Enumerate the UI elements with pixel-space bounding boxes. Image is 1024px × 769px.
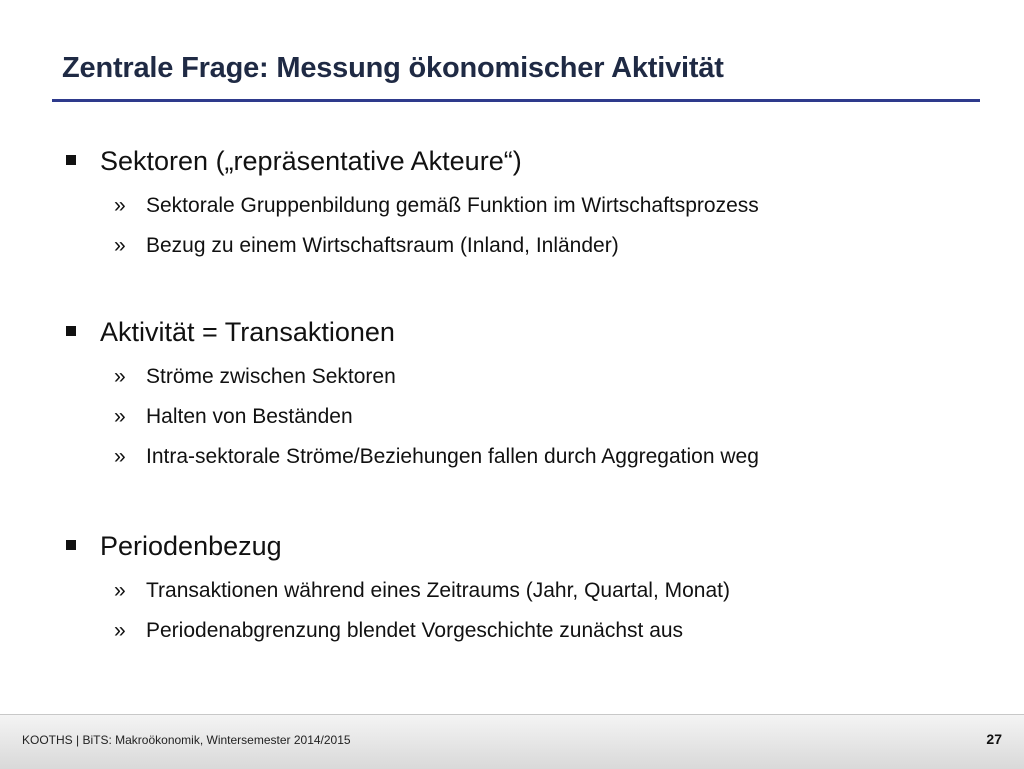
square-bullet-icon [66,155,76,165]
bullet-heading: Periodenbezug [100,531,282,561]
square-bullet-icon [66,540,76,550]
slide-title: Zentrale Frage: Messung ökonomischer Aktivität [62,52,724,84]
chevron-bullet-icon: » [114,405,126,428]
square-bullet-icon [66,326,76,336]
bullet-row [0,528,1024,564]
sub-bullet-text: Ströme zwischen Sektoren [146,365,396,388]
chevron-bullet-icon: » [114,445,126,468]
bullet-row [0,143,1024,179]
sub-bullet-row [0,231,1024,261]
bullet-heading: Sektoren („repräsentative Akteure“) [100,146,522,176]
sub-bullet-text: Transaktionen während eines Zeitraums (Jahr, Quartal, Monat) [146,579,730,602]
sub-bullet-text: Intra-sektorale Ströme/Beziehungen fallen durch Aggregation weg [146,445,759,468]
sub-bullet-text: Halten von Beständen [146,405,353,428]
sub-bullet-text: Sektorale Gruppenbildung gemäß Funktion im Wirtschaftsprozess [146,194,759,217]
sub-bullet-text: Bezug zu einem Wirtschaftsraum (Inland, Inländer) [146,234,619,257]
chevron-bullet-icon: » [114,365,126,388]
page-number: 27 [986,731,1002,747]
sub-bullet-row [0,191,1024,221]
chevron-bullet-icon: » [114,619,126,642]
sub-bullet-row [0,442,1024,472]
chevron-bullet-icon: » [114,194,126,217]
chevron-bullet-icon: » [114,234,126,257]
sub-bullet-row [0,576,1024,606]
sub-bullet-row [0,402,1024,432]
sub-bullet-text: Periodenabgrenzung blendet Vorgeschichte zunächst aus [146,619,684,642]
sub-bullet-row [0,362,1024,392]
sub-bullet-row [0,616,1024,646]
footer-text: KOOTHS | BiTS: Makroökonomik, Wintersemester 2014/2015 [22,733,351,747]
slide-footer [0,714,1024,769]
bullet-heading: Aktivität = Transaktionen [100,317,395,347]
title-underline [52,99,980,102]
bullet-row [0,314,1024,350]
chevron-bullet-icon: » [114,579,126,602]
